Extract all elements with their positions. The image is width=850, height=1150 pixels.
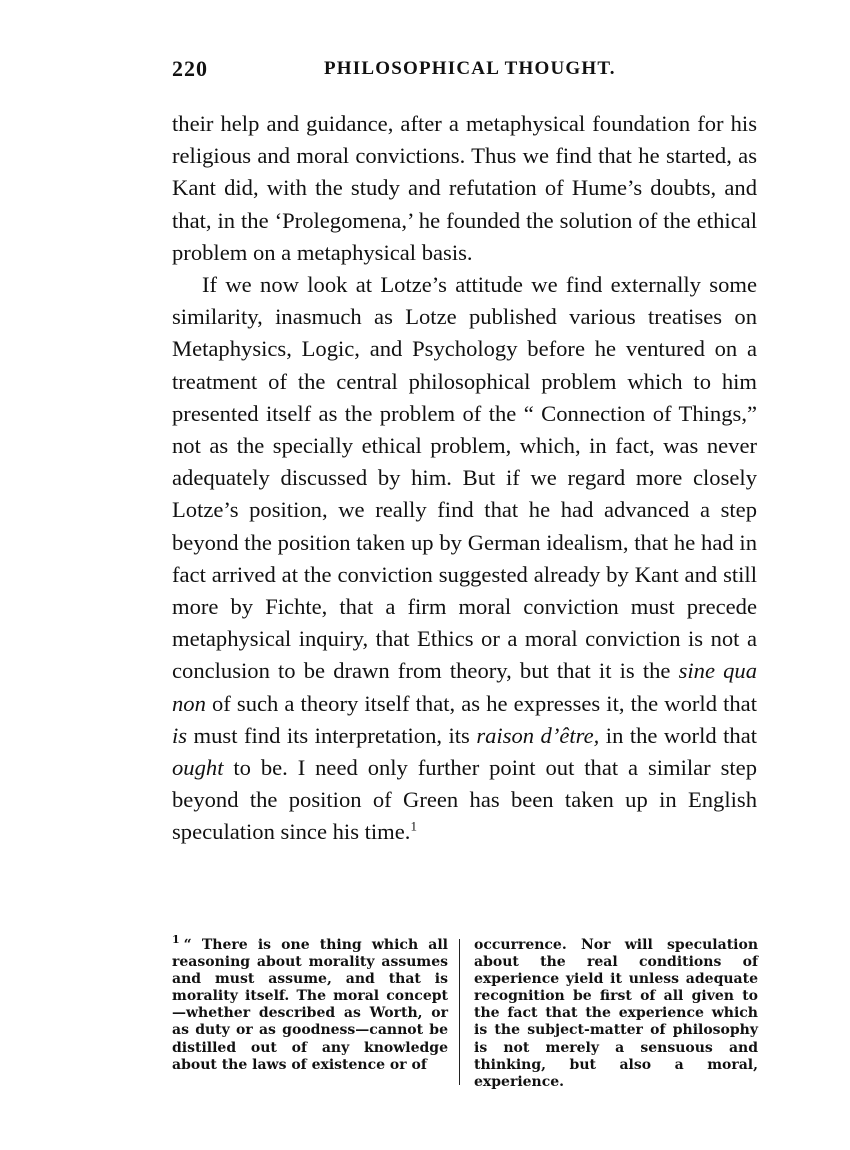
italic-is: is (172, 722, 188, 748)
footnote-reference: 1 (410, 818, 417, 834)
page-header (172, 56, 757, 90)
italic-ought: ought (172, 755, 224, 781)
running-title: PHILOSOPHICAL THOUGHT. (324, 58, 616, 79)
footnote-marker: 1 (172, 933, 180, 947)
italic-raison-detre: raison d’être, (476, 722, 600, 748)
paragraph-2 (172, 269, 757, 849)
paragraph-2-text-b: of such a theory itself that, as he expresses it, the world that (205, 690, 757, 716)
paragraph-1: their help and guidance, after a metaphysical foundation for his religious and moral convictions. Thus we find that he started, as Kant did, with the study and refutation of Hume’s doubts, and that, in the ‘Prolegomena,’ he founded the solution of the ethical problem on a metaphysical basis. (172, 111, 757, 265)
footnote-right-column: occurrence. Nor will speculation about the real conditions of experience yield it unless adequate recognition be first of all given to the fact that the experience which is the subject-matter of philosophy is not merely a sensuous and thinking, but also a moral, experience. (474, 937, 758, 1090)
footnote-left-column (172, 933, 448, 1074)
footnote-column-divider (459, 939, 460, 1085)
paragraph-2-text-d: in the world that (599, 722, 757, 748)
main-text (172, 108, 757, 849)
paragraph-2-text-c: must find its interpretation, its (187, 722, 477, 748)
italic-sine-qua-non: sine qua non (172, 658, 758, 716)
paragraph-2-text-e: to be. I need only further point out that a similar step beyond the position of Green has been taken up in English speculation since his time. (172, 755, 757, 845)
footnote-left-text: “ There is one thing which all reasoning about morality assumes and must assume, and that is morality itself. The moral concept—whether described as Worth, or as duty or as goodness—cannot be distilled out of any knowledge about the laws of existence or of (172, 937, 448, 1073)
paragraph-2-text-a: If we now look at Lotze’s attitude we find externally some similarity, inasmuch as Lotze published various treatises on Metaphysics, Logic, and Psychology before he ventured on a treatment of the central philosophical problem which to him presented itself as the problem of the “ Connection of Things,” not as the specially ethical problem, which, in fact, was never adequately discussed by him. But if we regard more closely Lotze’s position, we really find that he had advanced a step beyond the position taken up by German idealism, that he had in fact arrived at the conviction suggested already by Kant and still more by Fichte, that a firm moral conviction must precede metaphysical inquiry, that Ethics or a moral conviction is not a conclusion to be drawn from theory, but that it is the (172, 272, 757, 684)
page-number: 220 (172, 56, 208, 81)
